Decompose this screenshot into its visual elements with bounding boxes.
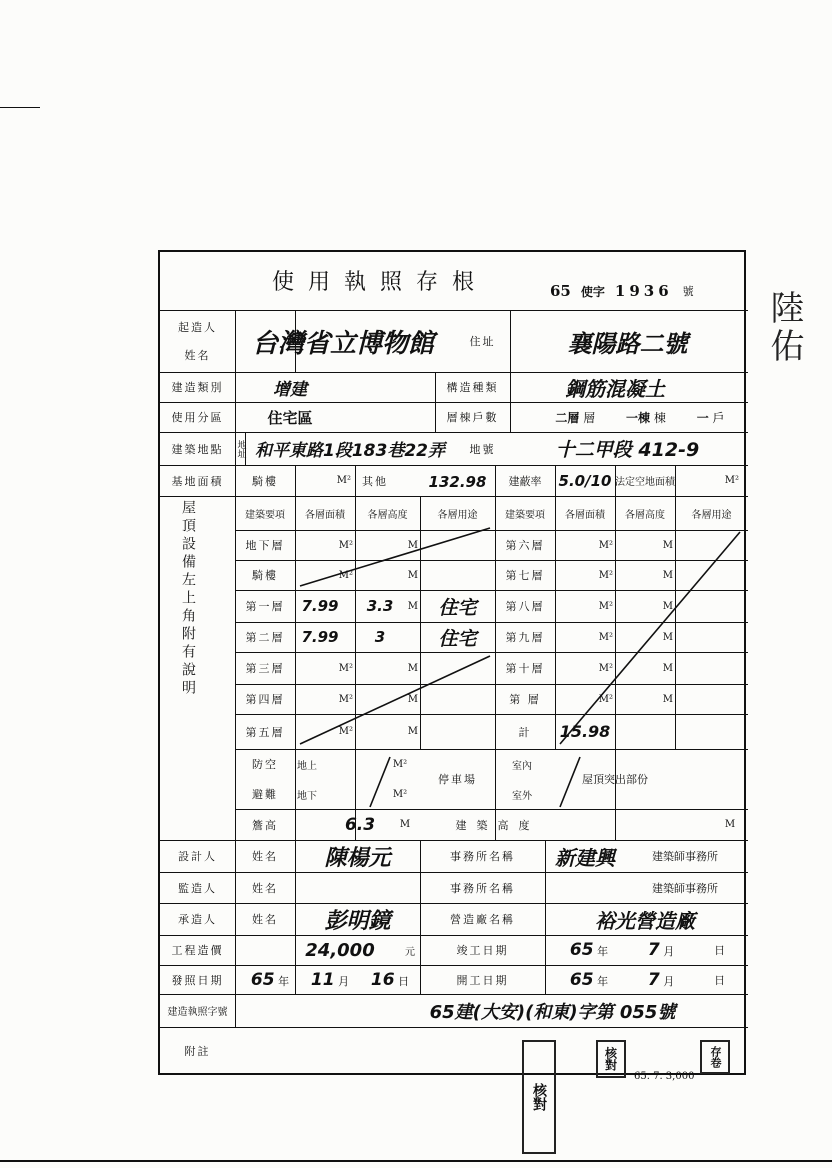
supervisor-label: 監造人 [178, 881, 217, 895]
left-margin-note: 屋頂設備左上角附有說明 [180, 500, 196, 698]
contractor-factory-value: 裕光營造廠 [595, 908, 695, 933]
cost-unit: 元 [405, 946, 415, 958]
unit-m: M [407, 569, 418, 581]
bottom-edge-line [0, 1160, 832, 1162]
other-value: 132.98 [428, 472, 487, 491]
shelter-above-label: 地上 [297, 760, 317, 772]
location-addr-value: 和平東路1段183巷22弄 [255, 441, 445, 461]
zoning-label: 使用分區 [171, 411, 224, 424]
unit-m: M [662, 631, 673, 643]
legal-open-unit: M² [724, 475, 739, 486]
floor1-area: 7.99 [301, 597, 339, 615]
col-item-right: 建築要項 [505, 509, 545, 521]
floor-row-name: 第三層 [245, 662, 285, 675]
supervisor-office-suffix: 建築師事務所 [652, 881, 718, 895]
page-title: 使用執照存根 [271, 269, 488, 295]
designer-office-label: 事務所名稱 [450, 850, 515, 863]
location-label: 建築地點 [171, 442, 224, 456]
floors-count-values: 二層 層 一棟 棟 一 戶 [555, 410, 725, 425]
unit-m2: M² [598, 662, 613, 674]
site-area-label: 基地面積 [171, 474, 224, 488]
designer-label: 設計人 [178, 850, 217, 863]
structure-label: 構造種類 [446, 381, 499, 394]
arcade-unit: M² [336, 475, 351, 486]
unit-m2: M² [392, 788, 408, 800]
coverage-label: 建蔽率 [508, 474, 542, 488]
unit-m: M [662, 569, 673, 581]
unit-m: M [662, 693, 673, 705]
applicant-value: 台灣省立博物館 [251, 328, 434, 359]
unit-m2: M² [598, 631, 613, 643]
applicant-name-label: 姓名 [184, 349, 211, 362]
right-margin-stamp-text: 陸佑 [764, 290, 804, 366]
issue-date-value: 65 年 11 月 16 日 [250, 969, 410, 990]
col-item-left: 建築要項 [245, 509, 285, 521]
permit-stub-form [158, 250, 746, 1075]
start-date-label: 開工日期 [456, 973, 509, 987]
floors-count-label: 層棟戶數 [446, 411, 499, 424]
edge-line [0, 107, 40, 108]
unit-m: M [407, 726, 418, 737]
applicant-label: 起造人 [178, 321, 217, 334]
col-height-left: 各層高度 [367, 509, 408, 521]
shelter-label-2: 避難 [252, 788, 278, 801]
zoning-value: 住宅區 [267, 408, 313, 427]
approval-stamp-archive: 存卷 [700, 1040, 730, 1074]
building-type-value: 增建 [273, 379, 307, 400]
floor-row-name: 第一層 [245, 600, 285, 613]
building-type-label: 建造類別 [171, 381, 224, 394]
permit-number-value: 65建(大安)(和東)字第 055號 [429, 1001, 676, 1023]
unit-m: M [724, 819, 736, 830]
notes-label: 附註 [184, 1045, 211, 1058]
building-height-label: 建築高度 [455, 818, 540, 832]
unit-m: M [662, 662, 673, 674]
floor-row-name: 第七層 [505, 569, 545, 582]
floor-row-name: 第 層 [509, 693, 541, 706]
supervisor-name-label: 姓名 [252, 881, 278, 895]
contractor-name-value: 彭明鏡 [324, 908, 391, 934]
contractor-factory-label: 營造廠名稱 [450, 913, 515, 926]
arcade-label: 騎樓 [252, 474, 278, 488]
unit-m2: M² [598, 539, 613, 551]
cost-value: 24,000 [305, 939, 375, 961]
other-label: 其他 [362, 474, 388, 488]
floor-row-name: 第六層 [505, 539, 545, 552]
start-date-value: 65 年 7 月 日 [569, 969, 726, 990]
total-row-name: 計 [518, 725, 532, 739]
approval-stamp-check-2: 核對 [596, 1040, 626, 1078]
unit-m2: M² [338, 539, 353, 551]
unit-m2: M² [338, 726, 353, 737]
col-area-right: 各層面積 [565, 509, 605, 521]
cost-label: 工程造價 [171, 944, 224, 957]
address-value: 襄陽路二號 [567, 329, 688, 358]
parking-outdoor-label: 室外 [512, 790, 532, 802]
designer-name-label: 姓名 [252, 850, 278, 863]
col-area-left: 各層面積 [305, 509, 345, 521]
unit-m2: M² [338, 693, 353, 705]
floor-row-name: 第八層 [505, 600, 545, 613]
unit-m2: M² [338, 569, 353, 581]
unit-m: M [407, 600, 418, 612]
unit-m: M [407, 662, 418, 674]
floor-row-name: 第九層 [505, 631, 545, 644]
lot-label: 地號 [469, 442, 496, 456]
floor1-height: 3.3 [366, 597, 394, 615]
print-code: 65. 7. 3,000 [634, 1070, 695, 1082]
col-use-right: 各層用途 [691, 509, 732, 521]
designer-name-value: 陳楊元 [324, 845, 391, 871]
col-use-left: 各層用途 [437, 509, 478, 521]
floor-row-name: 騎樓 [252, 569, 278, 582]
designer-office-suffix: 建築師事務所 [652, 850, 718, 863]
floor2-use: 住宅 [438, 627, 477, 650]
floor1-use: 住宅 [438, 596, 477, 619]
floor-row-name: 地下層 [245, 539, 285, 552]
floor-row-name: 第四層 [245, 693, 285, 706]
structure-value: 鋼筋混凝土 [565, 376, 665, 401]
roof-projection-label: 屋頂突出部份 [582, 773, 648, 786]
unit-m: M [399, 819, 411, 830]
floor-row-name: 第十層 [505, 662, 545, 675]
finish-date-label: 竣工日期 [456, 944, 509, 957]
contractor-label: 承造人 [178, 913, 217, 926]
unit-m2: M² [598, 693, 613, 705]
supervisor-office-label: 事務所名稱 [450, 881, 515, 895]
unit-m: M [407, 693, 418, 705]
col-height-right: 各層高度 [625, 509, 665, 521]
unit-m: M [407, 539, 418, 551]
floor-row-name: 第五層 [245, 725, 285, 739]
contractor-name-label: 姓名 [252, 913, 278, 926]
eave-height-value: 6.3 [344, 814, 376, 835]
floor-row-name: 第二層 [245, 631, 285, 644]
finish-date-value: 65 年 7 月 日 [569, 940, 726, 960]
designer-office-value: 新建興 [555, 845, 615, 870]
eave-height-label: 簷高 [252, 818, 278, 832]
legal-open-label: 法定空地面積 [615, 477, 675, 488]
address-label: 住址 [469, 335, 496, 348]
unit-m: M [662, 600, 673, 612]
floor2-area: 7.99 [301, 628, 339, 646]
issue-date-label: 發照日期 [171, 973, 224, 987]
permit-number: 65 使字 1936 號 [550, 282, 694, 300]
shelter-label-1: 防空 [252, 758, 278, 771]
unit-m2: M² [338, 662, 353, 674]
approval-stamp-check: 核對 [522, 1040, 556, 1154]
shelter-below-label: 地下 [297, 790, 317, 802]
unit-m2: M² [598, 600, 613, 612]
parking-label: 停車場 [438, 773, 477, 786]
location-addr-label: 地址 [235, 440, 246, 458]
lot-value: 十二甲段 412-9 [555, 439, 700, 461]
unit-m: M [662, 539, 673, 551]
floor2-height: 3 [374, 628, 386, 646]
total-area: 15.98 [559, 722, 611, 741]
parking-indoor-label: 室內 [512, 760, 532, 772]
coverage-value: 5.0/10 [558, 471, 612, 490]
unit-m2: M² [392, 758, 408, 770]
permit-number-label: 建造執照字號 [167, 1007, 228, 1018]
unit-m2: M² [598, 569, 613, 581]
